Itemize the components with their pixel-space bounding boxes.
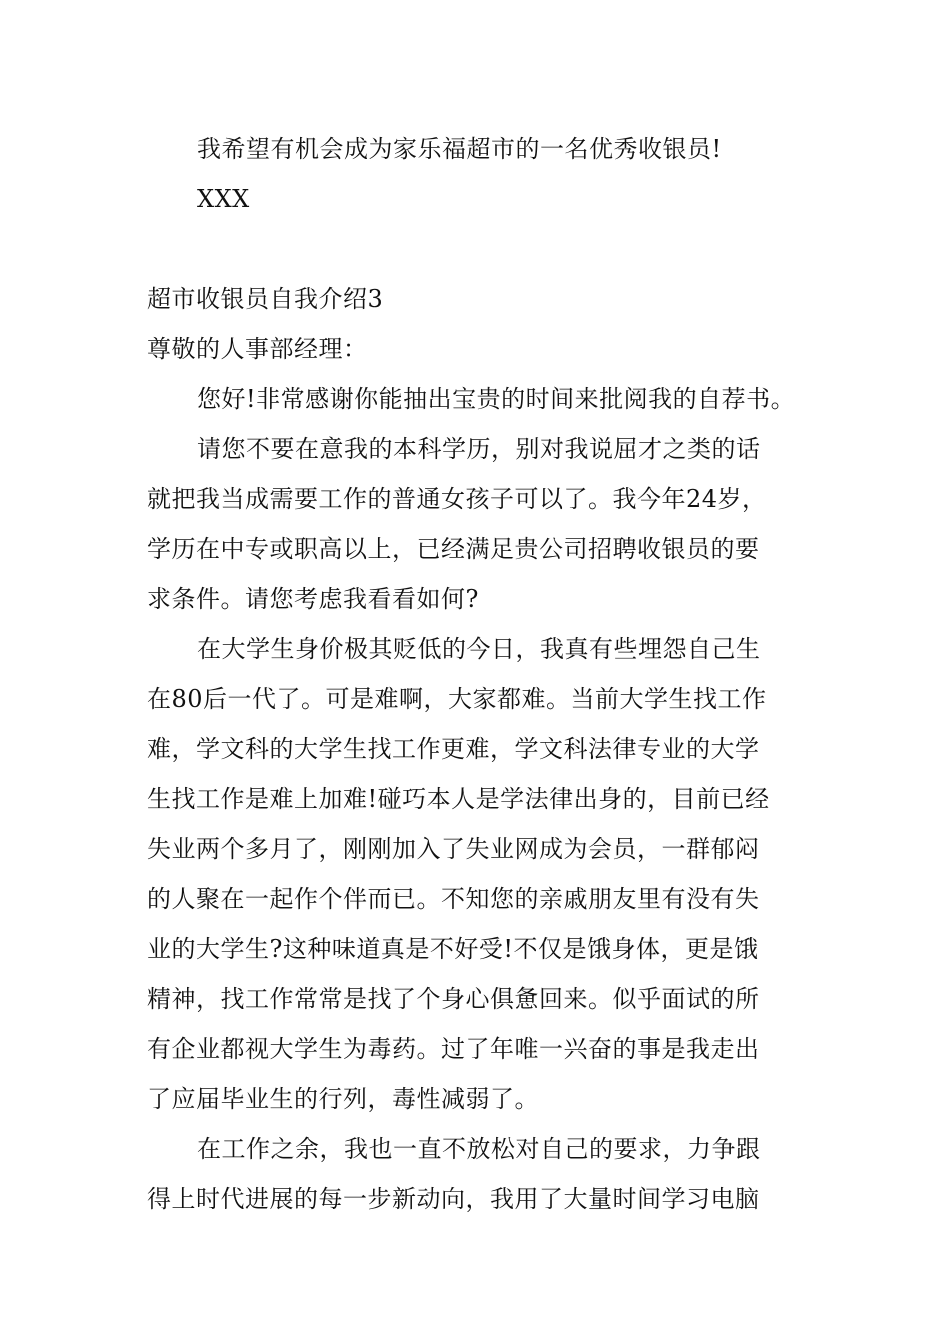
- paragraph-line: 了应届毕业生的行列，毒性减弱了。: [147, 1085, 539, 1113]
- paragraph-line: 精神，找工作常常是找了个身心俱惫回来。似乎面试的所: [147, 985, 760, 1013]
- paragraph-line: 学历在中专或职高以上，已经满足贵公司招聘收银员的要: [147, 535, 760, 563]
- paragraph-line: 难，学文科的大学生找工作更难，学文科法律专业的大学: [147, 735, 760, 763]
- paragraph-line: 在80后一代了。可是难啊，大家都难。当前大学生找工作: [147, 685, 767, 713]
- paragraph-line: 请您不要在意我的本科学历，别对我说屈才之类的话: [197, 435, 761, 463]
- paragraph-line: 您好!非常感谢你能抽出宝贵的时间来批阅我的自荐书。: [197, 385, 796, 413]
- paragraph-line: 业的大学生?这种味道真是不好受!不仅是饿身体，更是饿: [147, 935, 759, 963]
- signature: XXX: [197, 185, 250, 213]
- paragraph-line: 的人聚在一起作个伴而已。不知您的亲戚朋友里有没有失: [147, 885, 760, 913]
- section-title: 超市收银员自我介绍3: [147, 285, 384, 313]
- paragraph-line: 就把我当成需要工作的普通女孩子可以了。我今年24岁，: [147, 485, 767, 513]
- closing-line: 我希望有机会成为家乐福超市的一名优秀收银员!: [197, 135, 722, 163]
- paragraph-line: 在大学生身价极其贬低的今日，我真有些埋怨自己生: [197, 635, 761, 663]
- paragraph-line: 失业两个多月了，刚刚加入了失业网成为会员，一群郁闷: [147, 835, 760, 863]
- paragraph-line: 有企业都视大学生为毒药。过了年唯一兴奋的事是我走出: [147, 1035, 760, 1063]
- paragraph-line: 在工作之余，我也一直不放松对自己的要求，力争跟: [197, 1135, 761, 1163]
- paragraph-line: 生找工作是难上加难!碰巧本人是学法律出身的，目前已经: [147, 785, 770, 813]
- salutation: 尊敬的人事部经理：: [147, 335, 368, 363]
- paragraph-line: 求条件。请您考虑我看看如何?: [147, 585, 479, 613]
- paragraph-line: 得上时代进展的每一步新动向，我用了大量时间学习电脑: [147, 1185, 760, 1213]
